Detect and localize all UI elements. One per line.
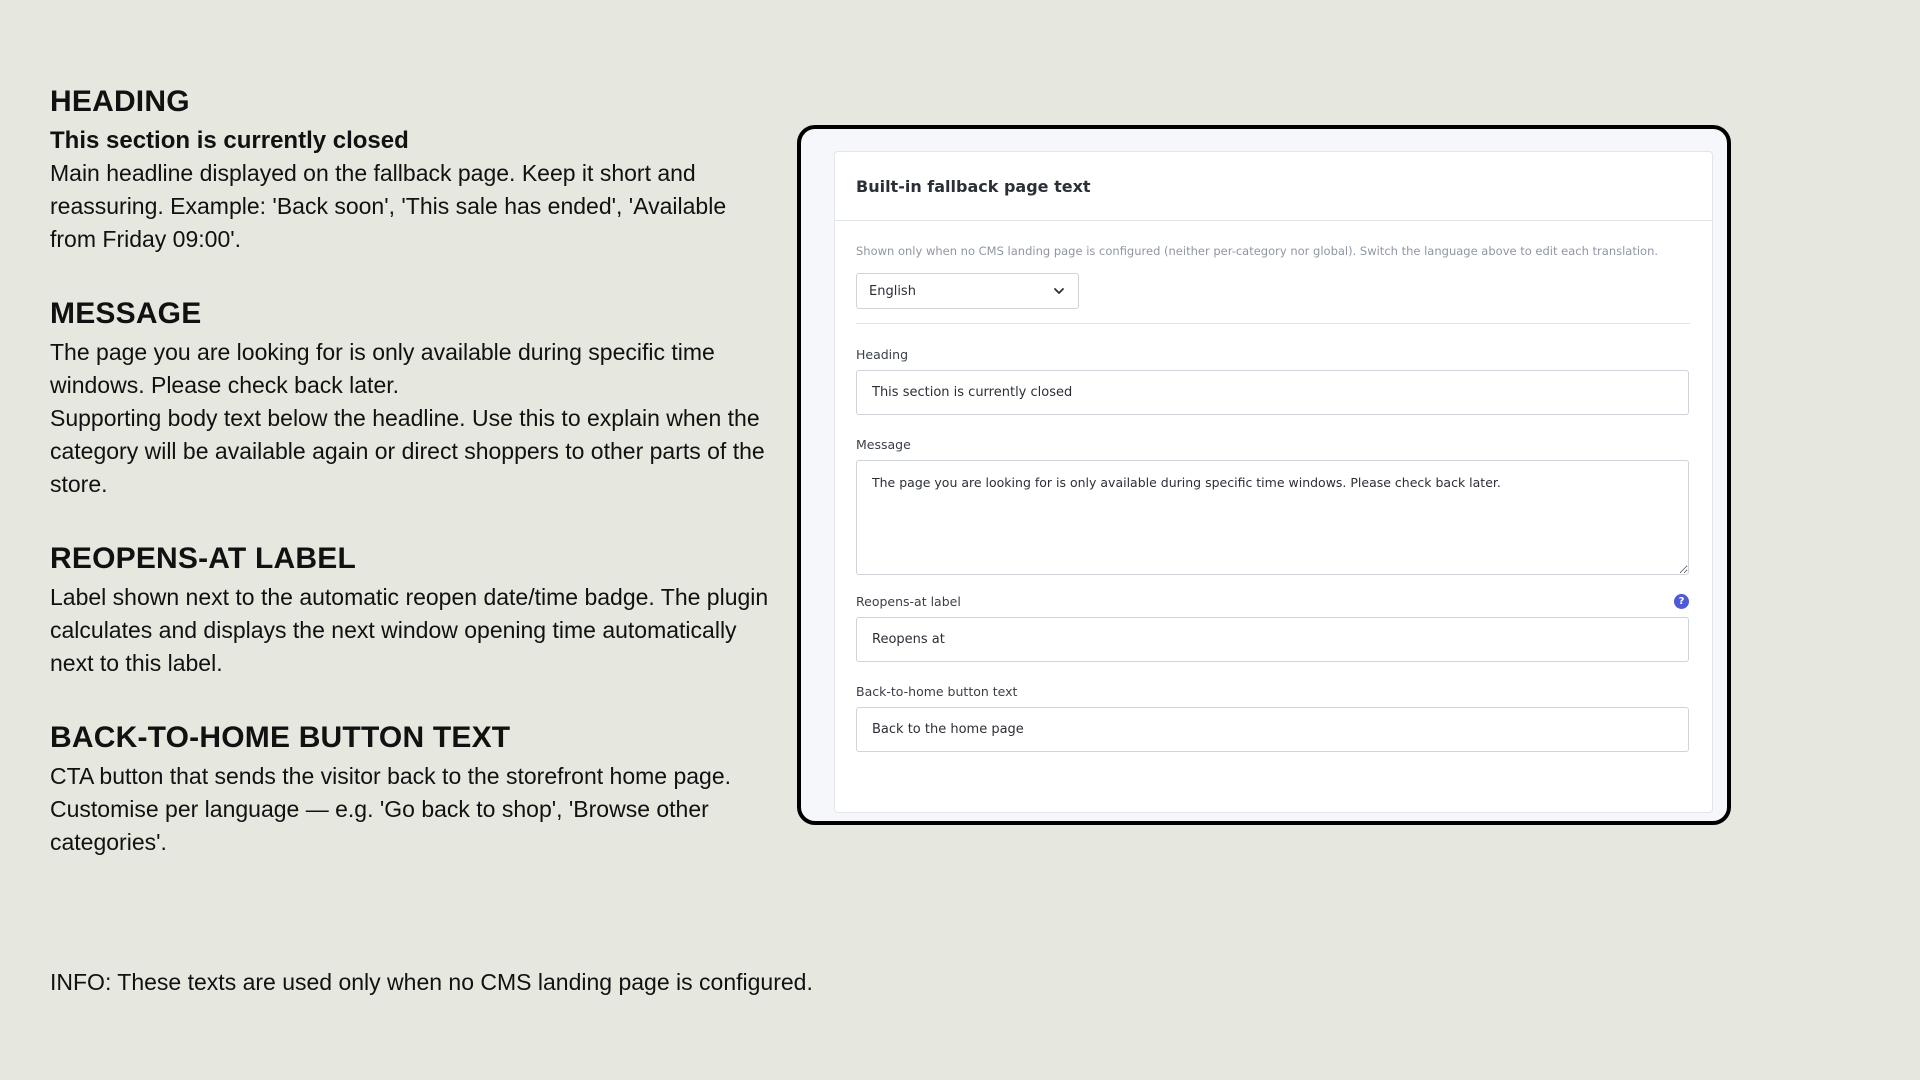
doc-back-home-title: BACK-TO-HOME BUTTON TEXT xyxy=(50,721,511,754)
card-title: Built-in fallback page text xyxy=(856,177,1091,196)
fallback-text-card xyxy=(834,151,1713,813)
reopens-field xyxy=(856,593,1690,662)
doc-heading-section xyxy=(50,84,770,256)
reopens-label: Reopens-at label xyxy=(856,593,961,609)
help-icon[interactable]: ? xyxy=(1674,594,1689,609)
back-home-input[interactable] xyxy=(856,707,1689,752)
documentation-column xyxy=(50,84,770,859)
language-select-value: English xyxy=(869,283,916,299)
back-home-label: Back-to-home button text xyxy=(856,683,1018,699)
doc-message-example: The page you are looking for is only available during specific time windows. Please check back later. xyxy=(50,339,715,398)
doc-message-section xyxy=(50,296,770,501)
heading-field xyxy=(856,346,1690,415)
chevron-down-icon xyxy=(1052,284,1066,298)
doc-heading-example: This section is currently closed xyxy=(50,127,409,154)
doc-back-home-description: CTA button that sends the visitor back to the storefront home page. Customise per language — e.g. 'Go back to shop', 'Browse other categories'. xyxy=(50,763,732,855)
doc-reopens-title: REOPENS-AT LABEL xyxy=(50,542,356,575)
screenshot-frame xyxy=(797,125,1731,825)
divider xyxy=(856,323,1690,324)
message-field xyxy=(856,436,1690,575)
doc-message-description: Supporting body text below the headline. Use this to explain when the category will be available again or direct shoppers to other parts of the store. xyxy=(50,405,765,497)
card-body xyxy=(835,221,1712,752)
card-header xyxy=(835,152,1712,221)
language-select[interactable] xyxy=(856,273,1079,309)
heading-input[interactable] xyxy=(856,370,1689,415)
info-note: INFO: These texts are used only when no CMS landing page is configured. xyxy=(50,969,813,995)
reopens-input[interactable] xyxy=(856,617,1689,662)
card-helptext: Shown only when no CMS landing page is configured (neither per-category nor global). Switch the language above to edit each translation. xyxy=(856,244,1659,258)
back-home-field xyxy=(856,683,1690,752)
doc-reopens-section xyxy=(50,541,770,680)
heading-label: Heading xyxy=(856,346,909,362)
doc-message-title: MESSAGE xyxy=(50,297,202,330)
doc-heading-description: Main headline displayed on the fallback page. Keep it short and reassuring. Example: 'Back soon', 'This sale has ended', 'Available from Friday 09:00'. xyxy=(50,160,727,252)
doc-back-home-section xyxy=(50,720,770,859)
doc-reopens-description: Label shown next to the automatic reopen date/time badge. The plugin calculates and displays the next window opening time automatically next to this label. xyxy=(50,584,769,676)
message-label: Message xyxy=(856,436,911,452)
doc-heading-title: HEADING xyxy=(50,85,190,118)
message-textarea[interactable] xyxy=(856,460,1689,575)
